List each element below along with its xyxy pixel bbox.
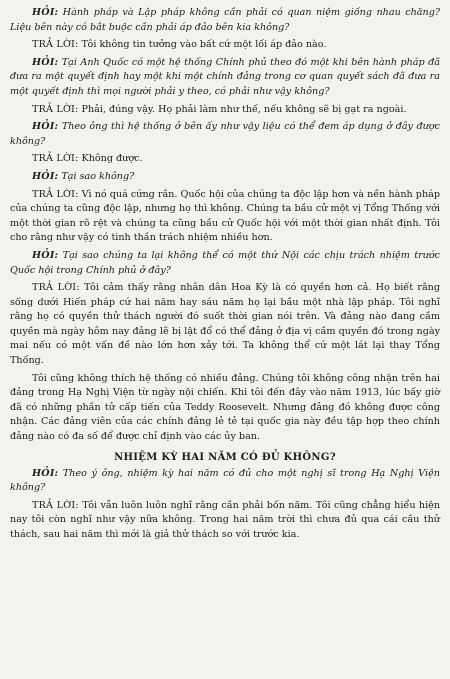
answer-label: TRẢ LỜI: — [32, 282, 80, 294]
question-label: HỎI: — [32, 170, 59, 182]
question-label: HỎI: — [32, 467, 59, 479]
answer-text: Tôi cảm thấy rằng nhân dân Hoa Kỳ là có quyền hơn cả. Họ biết rằng sống dưới Hiến pháp cứ hai năm hay sáu năm họ lại bầu một nhà lập pháp. Tôi nghĩ rằng họ có quyền thử thách người đó suốt thời gian nói trên. Và đảng nào đang cầm quyền mà ngày hôm nay đảng lẽ bị lật đổ có thể đảng ở địa vị cầm quyền đó trong ngày mai nếu có một vấn đề nào lớn hơn xảy tới. Ta không thể cứ một lát lại thay Tổng Thống. — [10, 282, 440, 367]
question-label: HỎI: — [32, 121, 59, 133]
question-paragraph — [10, 6, 440, 35]
question-paragraph — [10, 56, 440, 100]
question-label: HỎI: — [32, 56, 59, 68]
answer-text: Vì nó quá cứng rắn. Quốc hội của chúng ta độc lập hơn và nền hành pháp của chúng ta cũng độc lập, nhưng họ thì không. Chúng ta bầu cử một vị Tổng Thống với một thời gian rõ rệt và chúng ta cũng bầu cử Quốc hội với một thời gian nhất định. Tôi cho rằng như vậy có tinh thần trách nhiệm nhiều hơn. — [10, 188, 440, 244]
question-text: Theo ý ông, nhiệm kỳ hai năm có đủ cho một nghị sĩ trong Hạ Nghị Viện không? — [10, 467, 440, 494]
answer-paragraph — [10, 38, 440, 53]
answer-label: TRẢ LỜI: — [32, 153, 79, 165]
answer-label: TRẢ LỜI: — [32, 499, 79, 511]
question-text: Tại sao không? — [61, 170, 135, 182]
answer-paragraph — [10, 152, 440, 167]
answer-paragraph — [10, 281, 440, 369]
answer-paragraph — [10, 499, 440, 543]
question-paragraph — [10, 249, 440, 278]
question-paragraph — [10, 170, 440, 185]
answer-text: Tôi không tin tưởng vào bất cứ một lối áp đảo nào. — [81, 39, 327, 51]
question-paragraph — [10, 120, 440, 149]
question-label: HỎI: — [32, 7, 59, 18]
answer-label: TRẢ LỜI: — [32, 39, 79, 51]
answer-text: Không được. — [81, 153, 143, 165]
answer-label: TRẢ LỜI: — [32, 103, 79, 115]
question-text: Theo ông thì hệ thống ở bên ấy như vậy liệu có thể đem áp dụng ở đây được không? — [10, 121, 440, 147]
answer-paragraph — [10, 188, 440, 246]
answer-label: TRẢ LỜI: — [32, 188, 79, 200]
answer-paragraph — [10, 103, 440, 118]
answer-text: Tôi vẫn luôn luôn nghĩ rằng cần phải bốn năm. Tôi cũng chẳng hiểu hiện nay tôi còn nghĩ như vậy nữa không. Trong hai năm trời thì chưa đủ qua cái cầu thử thách, sau hai năm thì mới là giả thử thách so với trước kia. — [10, 499, 440, 540]
question-label: HỎI: — [32, 249, 59, 261]
question-text: Tại Anh Quốc có một hệ thống Chính phủ theo đó một khi bên hành pháp đã đưa ra một quyết định hay một khi một chính đảng trong cơ quan quyết sách đã đưa ra một quyết định thì mọi người phải y theo, có phải như vậy không? — [10, 56, 440, 97]
answer-text: Phải, đúng vậy. Họ phải làm như thế, nếu không sẽ bị gạt ra ngoài. — [81, 103, 407, 115]
question-text: Hành pháp và Lập pháp không cần phải có quan niệm giống nhau chăng? Liệu bên này có bắt buộc cần phải áp đảo bên kia không? — [10, 7, 440, 33]
section-heading: NHIỆM KỲ HAI NĂM CÓ ĐỦ KHÔNG? — [114, 451, 336, 463]
body-paragraph: Tôi cũng không thích hệ thống có nhiều đảng. Chúng tôi không công nhận trên hai đảng trong Hạ Nghị Viện từ ngày nội chiến. Khi tôi đến đây vào năm 1913, lúc bấy giờ đã có những phần tử cấp tiến của Teddy Roosevelt. Nhưng đảng đó không được công nhận. Các đảng viên của các chính đảng lẻ tẻ tại quốc gia này đều tập hợp theo chính đảng nào có đa số để được chỉ định vào các ủy ban. — [10, 372, 440, 443]
question-paragraph — [10, 467, 440, 496]
question-text: Tại sao chúng ta lại không thể có một thứ Nội các chịu trách nhiệm trước Quốc hội trong Chính phủ ở đây? — [10, 249, 440, 276]
